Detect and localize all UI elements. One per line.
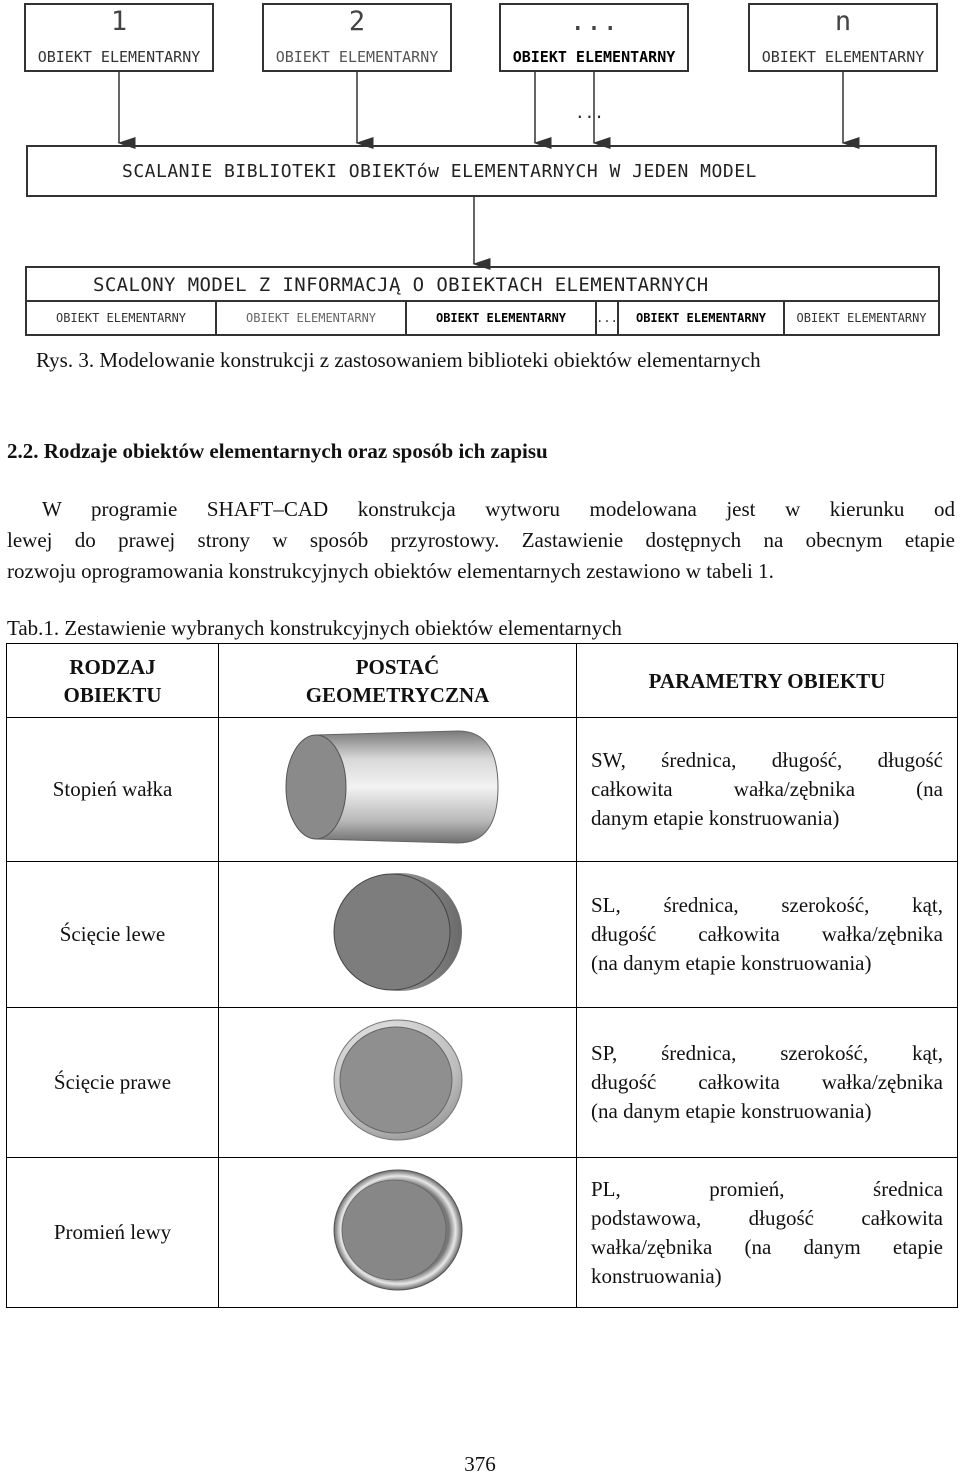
object-kind: Promień lewy — [7, 1158, 219, 1308]
header-kind-line2: OBIEKTU — [63, 682, 162, 707]
header-shape-line1: POSTAĆ — [355, 654, 440, 679]
object-box-3 — [499, 3, 689, 72]
ellipsis-marker: ... — [575, 103, 604, 122]
params-line: długość całkowita wałka/zębnika — [591, 1070, 943, 1094]
figure-caption: Rys. 3. Modelowanie konstrukcji z zastosowaniem biblioteki obiektów elementarnych — [36, 348, 761, 372]
section-heading: 2.2. Rodzaje obiektów elementarnych oraz sposób ich zapisu — [7, 439, 548, 463]
merged-cell: OBIEKT ELEMENTARNY — [27, 302, 217, 334]
object-number: n — [834, 6, 852, 37]
object-box-n — [748, 3, 938, 72]
merged-model-cells — [27, 300, 938, 334]
page-number: 376 — [464, 1452, 496, 1476]
left-radius-icon — [328, 1168, 468, 1293]
object-kind: Ścięcie lewe — [7, 862, 219, 1008]
table-row — [7, 1008, 958, 1158]
header-shape-line2: GEOMETRYCZNA — [305, 682, 490, 707]
merge-box — [26, 145, 937, 197]
merge-label: SCALANIE BIBLIOTEKI OBIEKTów ELEMENTARNYCH W JEDEN MODEL — [122, 161, 757, 182]
merged-cell: OBIEKT ELEMENTARNY — [407, 302, 597, 334]
left-chamfer-icon — [328, 870, 468, 995]
paragraph-line: lewej do prawej strony w sposób przyrostowy. Zastawienie dostępnych na obecnym etapie — [7, 528, 955, 552]
object-label: OBIEKT ELEMENTARNY — [761, 48, 925, 66]
object-params — [577, 1158, 958, 1308]
params-line: (na danym etapie konstruowania) — [591, 1099, 872, 1123]
object-shape — [219, 1008, 577, 1158]
merged-cell: OBIEKT ELEMENTARNY — [619, 302, 785, 334]
object-kind: Stopień wałka — [7, 718, 219, 862]
paragraph-line: rozwoju oprogramowania konstrukcyjnych obiektów elementarnych zestawiono w tabeli 1. — [7, 559, 774, 583]
params-line: PL, promień, średnica — [591, 1176, 943, 1201]
params-line: SW, średnica, długość, długość — [591, 748, 943, 772]
table-row — [7, 862, 958, 1008]
table-row — [7, 1158, 958, 1308]
object-params — [577, 718, 958, 862]
merged-cell: OBIEKT ELEMENTARNY — [217, 302, 407, 334]
object-number: 1 — [110, 6, 128, 37]
merged-cell: ... — [597, 302, 619, 334]
body-paragraph — [7, 494, 955, 587]
object-shape — [219, 718, 577, 862]
merged-model-title: SCALONY MODEL Z INFORMACJĄ O OBIEKTACH ELEMENTARNYCH — [93, 274, 709, 296]
cylinder-icon — [283, 727, 513, 847]
header-params: PARAMETRY OBIEKTU — [577, 644, 958, 718]
table-row — [7, 718, 958, 862]
object-box-1 — [24, 3, 214, 72]
merged-cell: OBIEKT ELEMENTARNY — [796, 311, 927, 325]
params-line: SP, średnica, szerokość, kąt, — [591, 1041, 943, 1065]
params-line: danym etapie konstruowania) — [591, 806, 840, 830]
object-number: ... — [569, 6, 619, 37]
object-shape — [219, 1158, 577, 1308]
object-label: OBIEKT ELEMENTARNY — [512, 48, 676, 66]
params-line: wałka/zębnika (na danym etapie — [591, 1234, 943, 1259]
object-shape — [219, 862, 577, 1008]
library-merge-diagram — [0, 0, 960, 340]
params-line: długość całkowita wałka/zębnika — [591, 922, 943, 946]
right-chamfer-icon — [328, 1018, 468, 1143]
object-label: OBIEKT ELEMENTARNY — [275, 48, 439, 66]
merged-model-box — [25, 266, 940, 336]
table-caption: Tab.1. Zestawienie wybranych konstrukcyjnych obiektów elementarnych — [7, 616, 622, 640]
header-shape — [219, 644, 577, 718]
params-line: podstawowa, długość całkowita — [591, 1205, 943, 1230]
params-line: całkowita wałka/zębnika (na — [591, 777, 943, 801]
object-label: OBIEKT ELEMENTARNY — [37, 48, 201, 66]
params-line: (na danym etapie konstruowania) — [591, 951, 872, 975]
object-kind: Ścięcie prawe — [7, 1008, 219, 1158]
elementary-objects-table — [6, 643, 958, 1308]
object-params — [577, 862, 958, 1008]
params-line: konstruowania) — [591, 1263, 722, 1288]
object-box-2 — [262, 3, 452, 72]
paragraph-line: W programie SHAFT–CAD konstrukcja wytworu modelowana jest w kierunku od — [42, 497, 955, 521]
header-kind — [7, 644, 219, 718]
params-line: SL, średnica, szerokość, kąt, — [591, 893, 943, 917]
table-header-row — [7, 644, 958, 718]
object-params — [577, 1008, 958, 1158]
object-number: 2 — [348, 6, 366, 37]
header-kind-line1: RODZAJ — [69, 654, 156, 679]
